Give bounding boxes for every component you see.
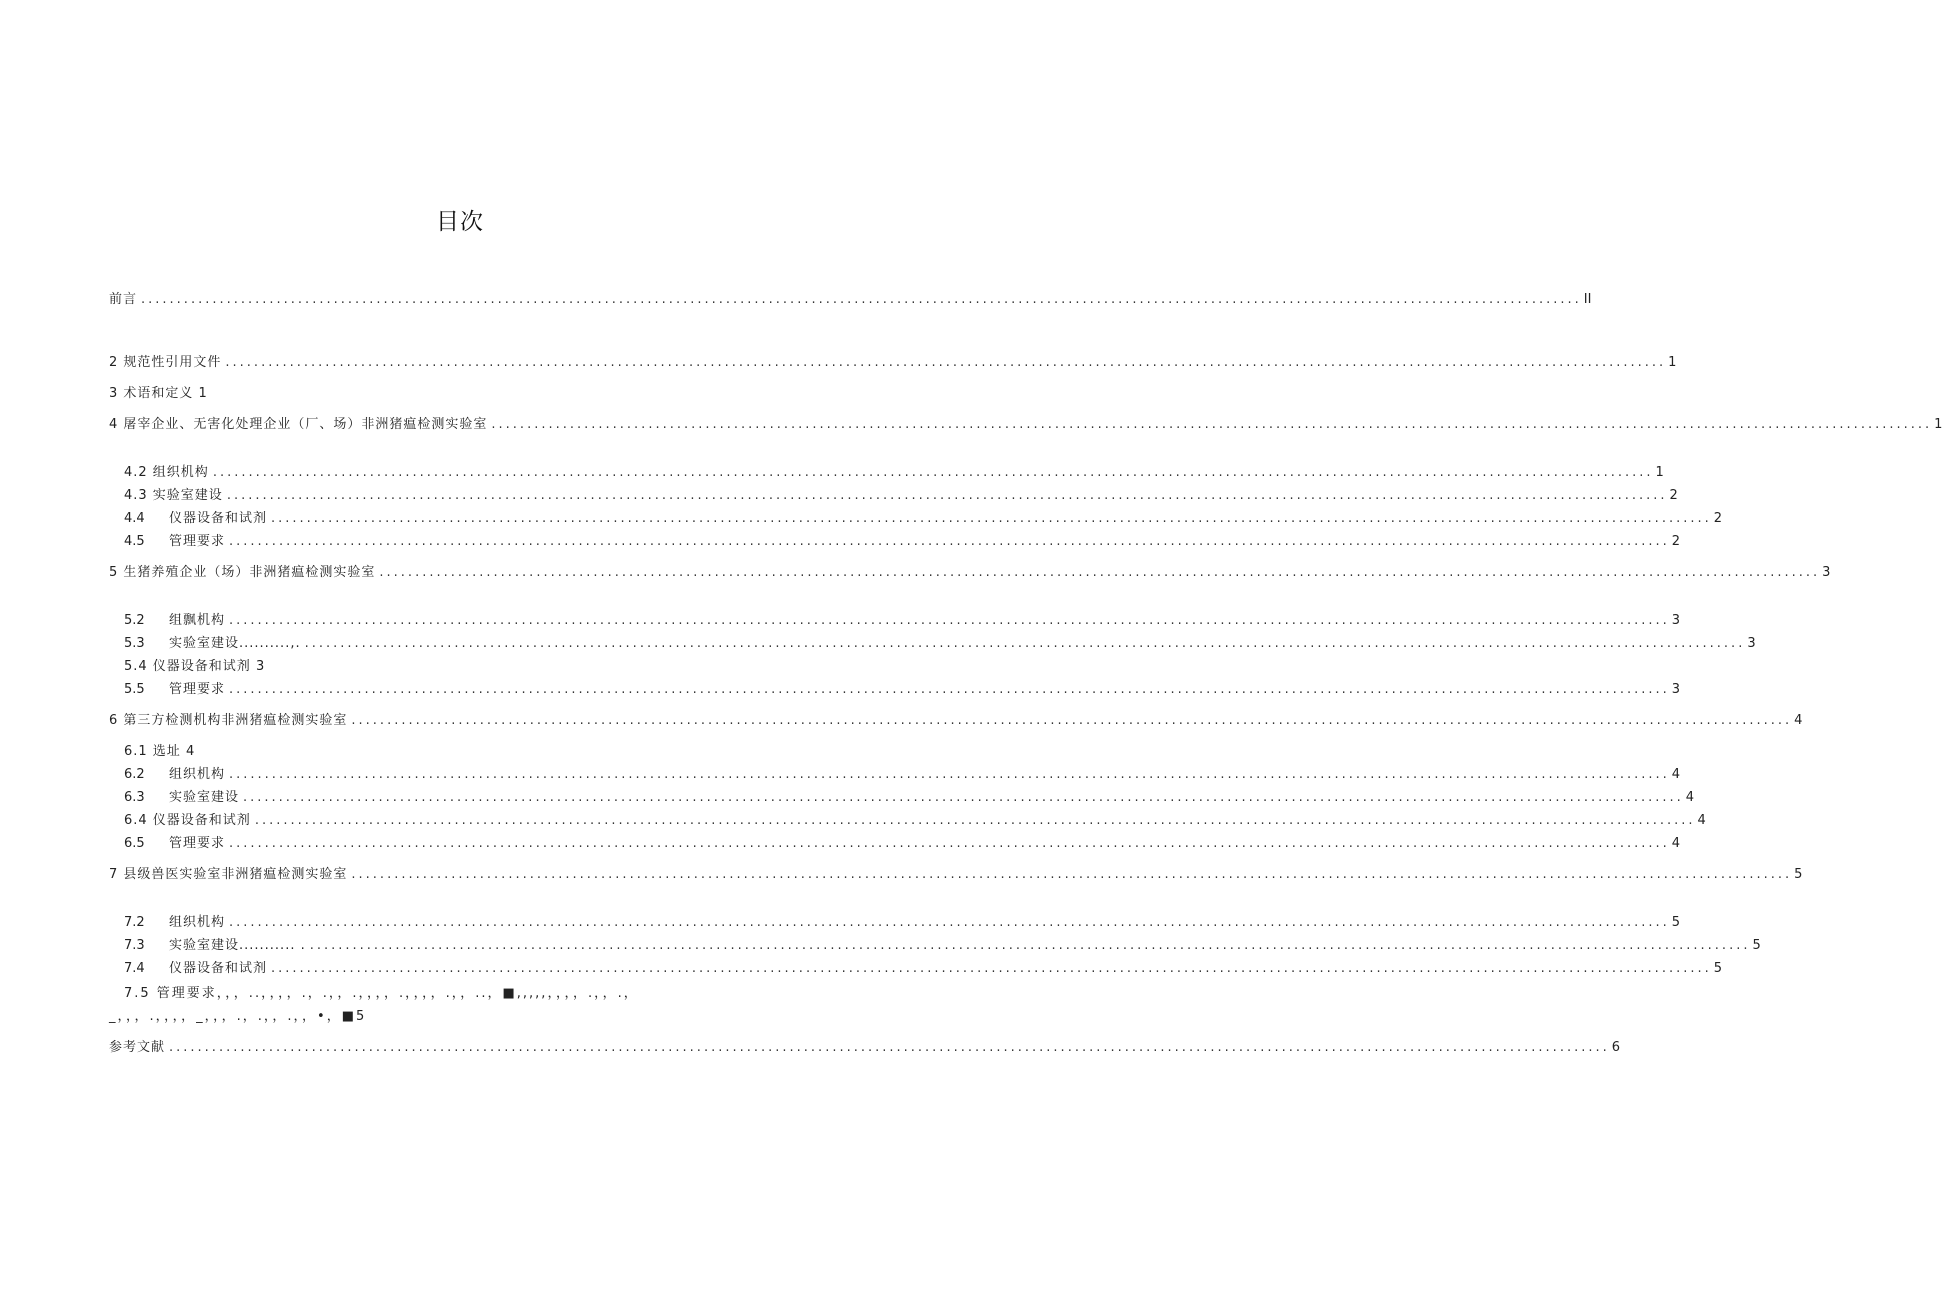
toc-entry-label: 组飘机构 [169,613,226,628]
dot-leader: .......................................................................................................................................................................................................... [229,534,1670,549]
toc-entry-label: 7 县级兽医实验室非洲猪瘟检测实验室 [109,867,348,882]
toc-entry-page: 5 [1794,867,1803,882]
dot-leader: .......................................................................................................................................................................................................... [379,565,1821,580]
toc-entry-6[interactable] [109,712,1803,730]
toc-entry-page: 2 [1669,488,1678,503]
toc-entry-6-2[interactable] [124,766,1681,784]
toc-entry-page: 1 [1655,465,1664,480]
toc-entry-page: 3 [1747,636,1756,651]
toc-entry-page: 3 [1822,565,1831,580]
toc-entry-6-3[interactable] [124,789,1695,807]
toc-entry-page: 4 [1671,767,1681,782]
toc-entry-page: 2 [1713,511,1723,526]
toc-entry-label: 实验室建设........... . [169,938,306,953]
toc-entry-label: 实验室建设..........,. [169,636,301,651]
toc-entry-page: 5 [1713,961,1723,976]
toc-entry-6-5[interactable] [124,835,1681,853]
toc-entry-number: 5.3 [124,636,145,651]
toc-entry-7-4[interactable] [124,960,1723,978]
dot-leader: .......................................................................................................................................................................................................... [169,1040,1610,1055]
toc-entry-label: 管理要求 [169,836,226,851]
toc-entry-5-2[interactable] [124,612,1681,630]
toc-entry-label: 6 第三方检测机构非洲猪瘟检测实验室 [109,713,348,728]
toc-entry-page: 6 [1611,1040,1621,1055]
toc-entry-page: 5 [1752,938,1761,953]
dot-leader: .......................................................................................................................................................................................................... [229,613,1670,628]
toc-entry-2[interactable] [109,354,1677,372]
page-title: 目次 [436,209,484,235]
toc-entry-page: 3 [1671,613,1681,628]
toc-entry-4-5[interactable] [124,533,1681,551]
toc-entry-label: 6.4 仪器设备和试剂 [124,813,251,828]
toc-entry-5[interactable] [109,564,1831,582]
toc-entry-number: 5.5 [124,682,145,697]
toc-entry-3[interactable]: 3 术语和定义 1 [109,386,208,401]
toc-entry-page: 3 [1671,682,1681,697]
toc-entry-5-3[interactable] [124,635,1756,653]
toc-entry-page: 4 [1697,813,1706,828]
toc-entry-4-3[interactable] [124,487,1678,505]
toc-entry-label: 前言 [109,292,138,307]
toc-entry-7-5[interactable]: 7.5 管理要求，，，..，，，，.，.，，.，，，，.，，，，.，，..，■,,,,,，，，，.，，.， [124,986,639,1001]
toc-entry-number: 7.2 [124,915,145,930]
dot-leader: .......................................................................................................................................................................................................... [271,511,1712,526]
toc-entry-label: 仪器设备和试剂 [169,961,268,976]
dot-leader: .......................................................................................................................................................................................................... [271,961,1712,976]
toc-entry-number: 5.2 [124,613,145,628]
dot-leader: .......................................................................................................................................................................................................... [229,767,1670,782]
toc-entry-page: 1 [1668,355,1677,370]
toc-entry-number: 4.5 [124,534,145,549]
toc-entry-label: 5 生猪养殖企业（场）非洲猪瘟检测实验室 [109,565,376,580]
toc-entry-7-5-continued: _，，，.，，，，_，，，.，.，，.，，•，■5 [109,1009,367,1024]
dot-leader: .......................................................................................................................................................................................................... [229,836,1670,851]
toc-entry-label: 4.3 实验室建设 [124,488,223,503]
toc-entry-7-2[interactable] [124,914,1681,932]
toc-entry-number: 4.4 [124,511,145,526]
toc-entry-page: 5 [1671,915,1681,930]
toc-entry-6-1[interactable]: 6.1 选址 4 [124,744,196,759]
toc-entry-label: 2 规范性引用文件 [109,355,222,370]
dot-leader: .......................................................................................................................................................................................................... [491,417,1933,432]
toc-entry-label: 仪器设备和试剂 [169,511,268,526]
dot-leader: .......................................................................................................................................................................................................... [309,938,1751,953]
toc-entry-5-5[interactable] [124,681,1681,699]
dot-leader: .......................................................................................................................................................................................................... [226,488,1668,503]
toc-entry-label: 管理要求 [169,682,226,697]
dot-leader: .......................................................................................................................................................................................................... [243,790,1684,805]
toc-entry-label: 参考文献 [109,1040,166,1055]
toc-entry-page: 1 [1934,417,1942,432]
toc-entry-page: 4 [1671,836,1681,851]
toc-entry-7[interactable] [109,866,1803,884]
toc-entry-5-4[interactable]: 5.4 仪器设备和试剂 3 [124,659,266,674]
toc-entry-label: 组织机构 [169,915,226,930]
dot-leader: .......................................................................................................................................................................................................... [229,915,1670,930]
toc-entry-page: II [1583,292,1592,307]
toc-entry-label: 4 屠宰企业、无害化处理企业（厂、场）非洲猪瘟检测实验室 [109,417,488,432]
dot-leader: .......................................................................................................................................................................................................... [254,813,1696,828]
toc-entry-references[interactable] [109,1039,1621,1057]
toc-entry-number: 7.3 [124,938,145,953]
toc-entry-page: 4 [1685,790,1695,805]
dot-leader: .......................................................................................................................................................................................................... [351,713,1793,728]
toc-entry-label: 4.2 组织机构 [124,465,209,480]
dot-leader: .......................................................................................................................................................................................................... [212,465,1654,480]
toc-entry-foreword[interactable] [109,291,1592,309]
toc-entry-label: 组织机构 [169,767,226,782]
toc-entry-4[interactable] [109,416,1942,434]
dot-leader: .......................................................................................................................................................................................................... [229,682,1670,697]
dot-leader: .......................................................................................................................................................................................................... [351,867,1793,882]
toc-entry-number: 6.5 [124,836,145,851]
dot-leader: .......................................................................................................................................................................................................... [141,292,1582,307]
toc-entry-label: 管理要求 [169,534,226,549]
toc-entry-page: 2 [1671,534,1681,549]
dot-leader: .......................................................................................................................................................................................................... [225,355,1667,370]
toc-entry-page: 4 [1794,713,1803,728]
toc-entry-number: 6.3 [124,790,145,805]
toc-entry-label: 实验室建设 [169,790,240,805]
dot-leader: .......................................................................................................................................................................................................... [304,636,1746,651]
toc-entry-4-4[interactable] [124,510,1723,528]
toc-entry-7-3[interactable] [124,937,1761,955]
toc-entry-number: 7.4 [124,961,145,976]
toc-entry-6-4[interactable] [124,812,1706,830]
toc-entry-number: 6.2 [124,767,145,782]
toc-entry-4-2[interactable] [124,464,1664,482]
